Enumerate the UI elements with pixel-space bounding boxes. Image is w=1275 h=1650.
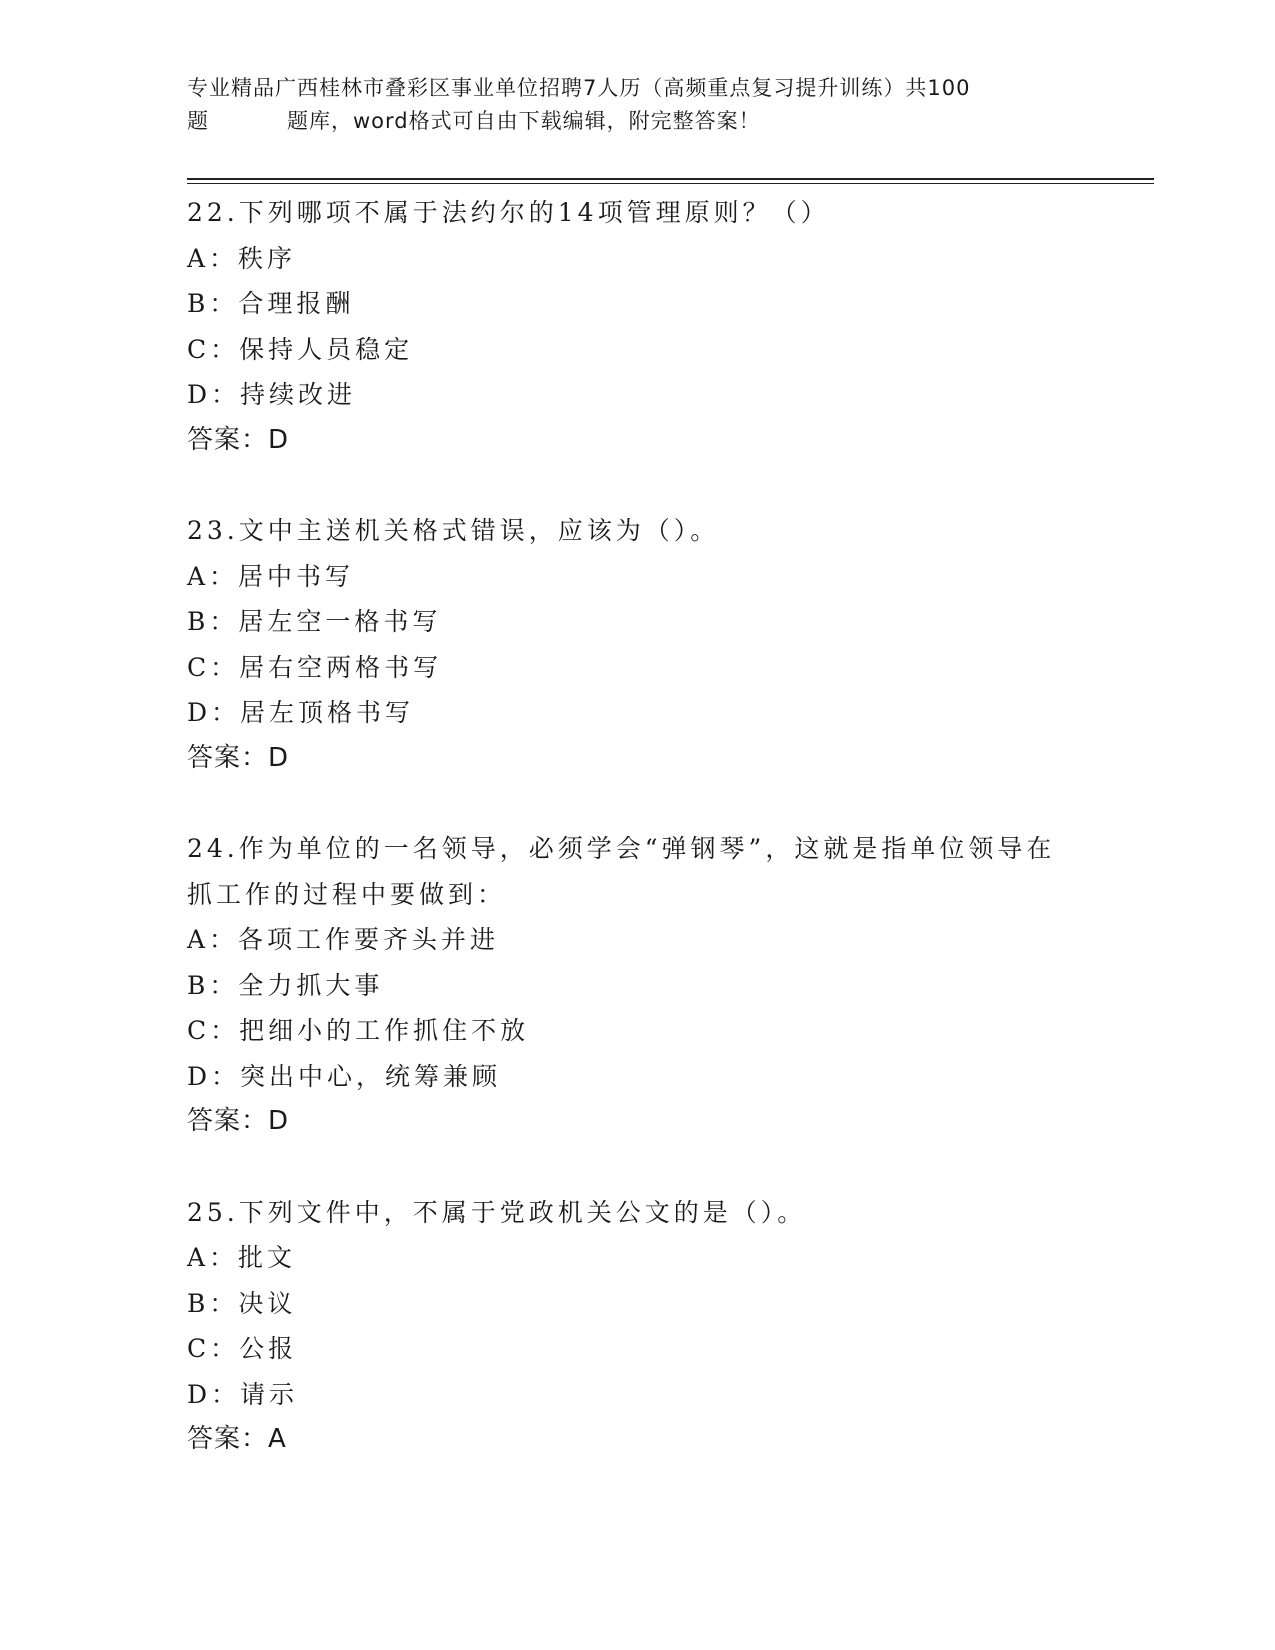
option-a: A：各项工作要齐头并进 — [187, 925, 500, 954]
header-line-2 — [187, 105, 1087, 138]
option-a: A：居中书写 — [187, 561, 355, 591]
answer: 答案：D — [187, 424, 290, 455]
document-header — [187, 72, 1087, 138]
answer: 答案：D — [187, 742, 290, 773]
option-b: B：合理报酬 — [187, 289, 355, 318]
question-stem: 25.下列文件中，不属于党政机关公文的是（）。 — [187, 1197, 807, 1227]
question-stem-line-2: 抓工作的过程中要做到： — [187, 879, 507, 909]
question-22 — [187, 190, 1087, 463]
option-a: A：秩序 — [187, 243, 297, 273]
question-stem: 23.文中主送机关格式错误，应该为（）。 — [187, 516, 720, 545]
question-23 — [187, 508, 1087, 781]
option-c: C：保持人员稳定 — [187, 334, 414, 364]
header-line-1: 专业精品广西桂林市叠彩区事业单位招聘7人历（高频重点复习提升训练）共100 — [187, 76, 971, 100]
header-line-2-rest: 题库，word格式可自由下载编辑，附完整答案！ — [287, 109, 761, 133]
option-d: D：居左顶格书写 — [187, 698, 415, 727]
header-line-2-start: 题 — [187, 109, 209, 133]
option-b: B：全力抓大事 — [187, 970, 384, 1000]
option-b: B：居左空一格书写 — [187, 607, 442, 636]
header-divider-thick — [187, 178, 1154, 180]
option-a: A：批文 — [187, 1243, 297, 1272]
option-d: D：请示 — [187, 1379, 299, 1409]
question-stem: 22.下列哪项不属于法约尔的14项管理原则？（） — [187, 198, 830, 227]
question-25 — [187, 1190, 1087, 1463]
option-d: D：持续改进 — [187, 380, 357, 409]
question-list — [187, 190, 1087, 1508]
option-d: D：突出中心，统筹兼顾 — [187, 1061, 502, 1091]
answer: 答案：A — [187, 1424, 287, 1454]
option-b: B：决议 — [187, 1288, 297, 1318]
question-stem-line-1: 24.作为单位的一名领导，必须学会“弹钢琴”，这就是指单位领导在 — [187, 834, 1056, 863]
question-24 — [187, 826, 1087, 1145]
answer: 答案：D — [187, 1106, 290, 1136]
option-c: C：把细小的工作抓住不放 — [187, 1016, 530, 1045]
header-divider-thin — [187, 183, 1154, 184]
option-c: C：居右空两格书写 — [187, 652, 443, 682]
option-c: C：公报 — [187, 1334, 298, 1363]
